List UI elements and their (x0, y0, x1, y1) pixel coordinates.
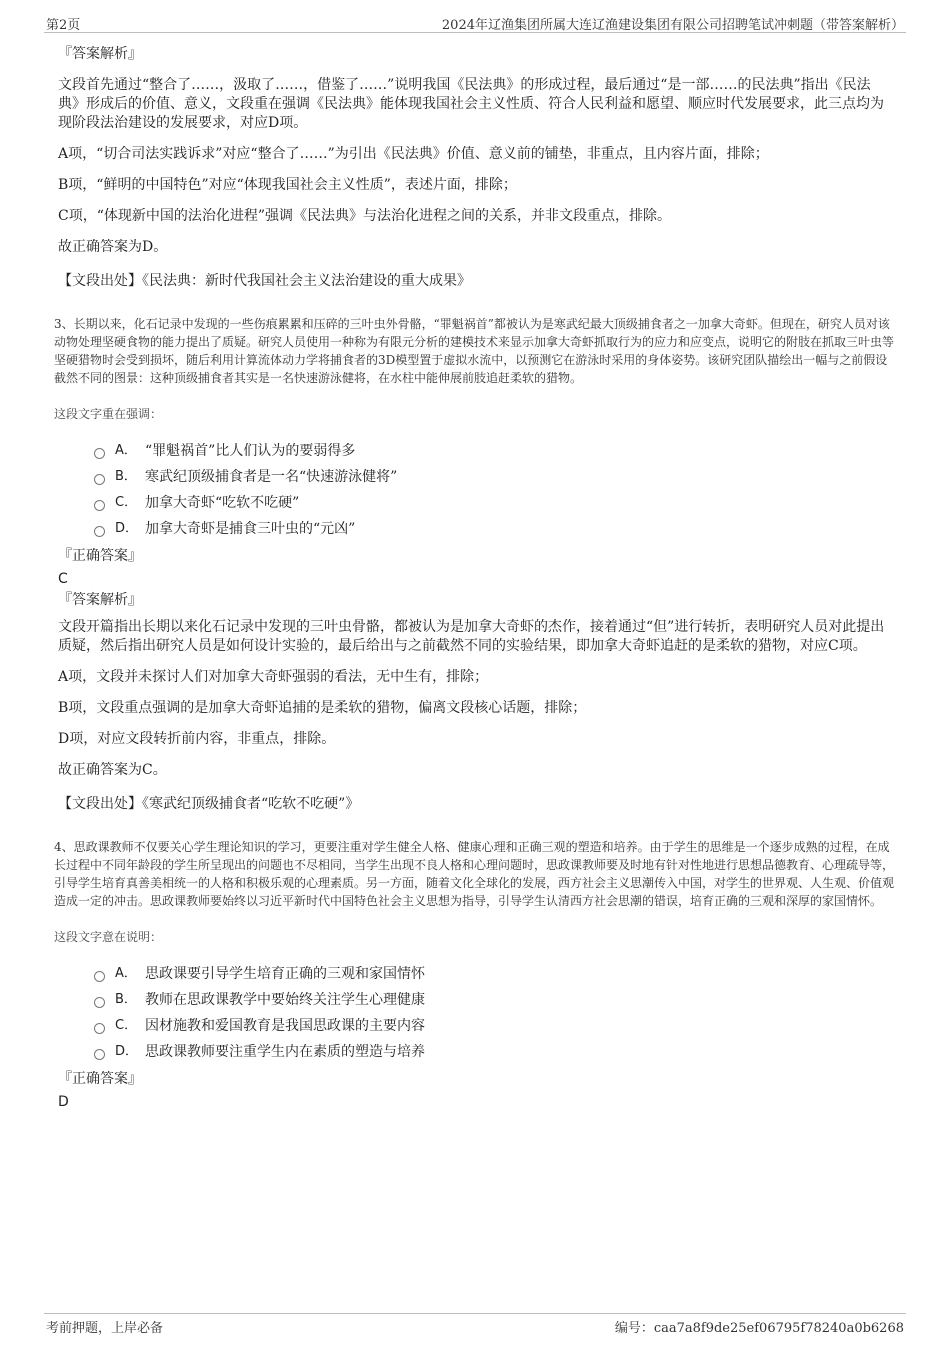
option-a[interactable]: A． 思政课要引导学生培育正确的三观和家国情怀 (94, 961, 896, 987)
analysis-option-a: A项，“切合司法实践诉求”对应“整合了……”为引出《民法典》价值、意义前的铺垫，非重点，且内容片面，排除； (58, 146, 769, 162)
correct-answer: D (58, 1094, 69, 1110)
radio-icon[interactable] (94, 500, 105, 511)
footer-slogan: 考前押题，上岸必备 (46, 1321, 164, 1336)
page-content (54, 44, 896, 1113)
analysis-option-d: D项，对应文段转折前内容，非重点，排除。 (58, 731, 336, 747)
correct-answer: C (58, 571, 68, 587)
option-text: 寒武纪顶级捕食者是一名“快速游泳健将” (145, 469, 398, 485)
radio-icon[interactable] (94, 526, 105, 537)
question-3-options (94, 438, 896, 542)
document-title: 2024年辽渔集团所属大连辽渔建设集团有限公司招聘笔试冲刺题（带答案解析） (441, 18, 904, 33)
question-3-text: 3、长期以来，化石记录中发现的一些伤痕累累和压碎的三叶虫外骨骼，“罪魁祸首”都被认为是寒武纪最大顶级捕食者之一加拿大奇虾。但现在，研究人员对该动物处理坚硬食物的能力提出了质疑。研究人员使用一种称为有限元分析的建模技术来显示加拿大奇虾抓取行为的应力和应变点，说明它的附肢在抓取三叶虫等坚硬猎物时会受到损坏，随后利用计算流体动力学将捕食者的3D模型置于虚拟水流中，以预测它在游泳时采用的身体姿势。该研究团队描绘出一幅与之前假设截然不同的图景：这种顶级捕食者其实是一名快速游泳健将，在水柱中能伸展前肢追赶柔软的猎物。 (54, 317, 895, 385)
radio-icon[interactable] (94, 1049, 105, 1060)
option-d[interactable]: D． 思政课教师要注重学生内在素质的塑造与培养 (94, 1039, 896, 1065)
analysis-label: 『答案解析』 (58, 46, 142, 62)
document-id: 编号：caa7a8f9de25ef06795f78240a0b6268 (614, 1321, 904, 1336)
radio-icon[interactable] (94, 474, 105, 485)
option-text: 教师在思政课教学中要始终关注学生心理健康 (145, 992, 425, 1008)
analysis-conclusion: 故正确答案为C。 (58, 762, 167, 778)
option-text: 思政课要引导学生培育正确的三观和家国情怀 (145, 966, 425, 982)
option-b[interactable]: B． 寒武纪顶级捕食者是一名“快速游泳健将” (94, 464, 896, 490)
option-text: 加拿大奇虾是捕食三叶虫的“元凶” (145, 521, 356, 537)
analysis-paragraph: 文段首先通过“整合了……，汲取了……，借鉴了……”说明我国《民法典》的形成过程，最后通过“是一部……的民法典”指出《民法典》形成后的价值、意义，文段重在强调《民法典》能体现我国社会主义性质、符合人民利益和愿望、顺应时代发展要求，此三点均为现阶段法治建设的发展要求，对应D项。 (58, 77, 884, 131)
option-c[interactable]: C． 因材施教和爱国教育是我国思政课的主要内容 (94, 1013, 896, 1039)
analysis-option-b: B项，“鲜明的中国特色”对应“体现我国社会主义性质”，表述片面，排除； (58, 177, 517, 193)
question-4-options (94, 961, 896, 1065)
option-c[interactable]: C． 加拿大奇虾“吃软不吃硬” (94, 490, 896, 516)
analysis-label: 『答案解析』 (58, 592, 142, 608)
option-text: 加拿大奇虾“吃软不吃硬” (145, 495, 300, 511)
option-text: “罪魁祸首”比人们认为的要弱得多 (145, 443, 356, 459)
radio-icon[interactable] (94, 448, 105, 459)
radio-icon[interactable] (94, 971, 105, 982)
passage-source: 【文段出处】《民法典：新时代我国社会主义法治建设的重大成果》 (58, 273, 471, 289)
question-3-prompt: 这段文字重在强调： (54, 407, 163, 421)
correct-answer-label: 『正确答案』 (58, 548, 142, 564)
radio-icon[interactable] (94, 997, 105, 1008)
option-b[interactable]: B． 教师在思政课教学中要始终关注学生心理健康 (94, 987, 896, 1013)
passage-source: 【文段出处】《寒武纪顶级捕食者“吃软不吃硬”》 (58, 796, 360, 812)
option-d[interactable]: D． 加拿大奇虾是捕食三叶虫的“元凶” (94, 516, 896, 542)
analysis-conclusion: 故正确答案为D。 (58, 239, 168, 255)
option-a[interactable]: A． “罪魁祸首”比人们认为的要弱得多 (94, 438, 896, 464)
question-4-text: 4、思政课教师不仅要关心学生理论知识的学习，更要注重对学生健全人格、健康心理和正确三观的塑造和培养。由于学生的思维是一个逐步成熟的过程，在成长过程中不同年龄段的学生所呈现出的问题也不尽相同，当学生出现不良人格和心理问题时，思政课教师要及时地有针对性地进行思想品德教育、心理疏导等，引导学生培育真善美相统一的人格和积极乐观的心理素质。另一方面，随着文化全球化的发展，西方社会主义思潮传入中国，对学生的世界观、人生观、价值观造成一定的冲击。思政课教师要始终以习近平新时代中国特色社会主义思想为指导，引导学生认清西方社会思潮的错误，培育正确的三观和深厚的家国情怀。 (54, 840, 895, 908)
correct-answer-label: 『正确答案』 (58, 1071, 142, 1087)
radio-icon[interactable] (94, 1023, 105, 1034)
analysis-option-b: B项，文段重点强调的是加拿大奇虾追捕的是柔软的猎物，偏离文段核心话题，排除； (58, 700, 587, 716)
question-4-prompt: 这段文字意在说明： (54, 930, 163, 944)
analysis-option-c: C项，“体现新中国的法治化进程”强调《民法典》与法治化进程之间的关系，并非文段重点，排除。 (58, 208, 672, 224)
analysis-paragraph: 文段开篇指出长期以来化石记录中发现的三叶虫骨骼，都被认为是加拿大奇虾的杰作，接着通过“但”进行转折，表明研究人员对此提出质疑，然后指出研究人员是如何设计实验的，最后给出与之前截然不同的实验结果，即加拿大奇虾追赶的是柔软的猎物，对应C项。 (58, 619, 885, 654)
analysis-option-a: A项，文段并未探讨人们对加拿大奇虾强弱的看法，无中生有，排除； (58, 669, 489, 685)
page-footer (44, 1313, 906, 1336)
option-text: 思政课教师要注重学生内在素质的塑造与培养 (145, 1044, 425, 1060)
page-number: 第2页 (46, 18, 81, 33)
page-header (44, 12, 906, 33)
option-text: 因材施教和爱国教育是我国思政课的主要内容 (145, 1018, 425, 1034)
